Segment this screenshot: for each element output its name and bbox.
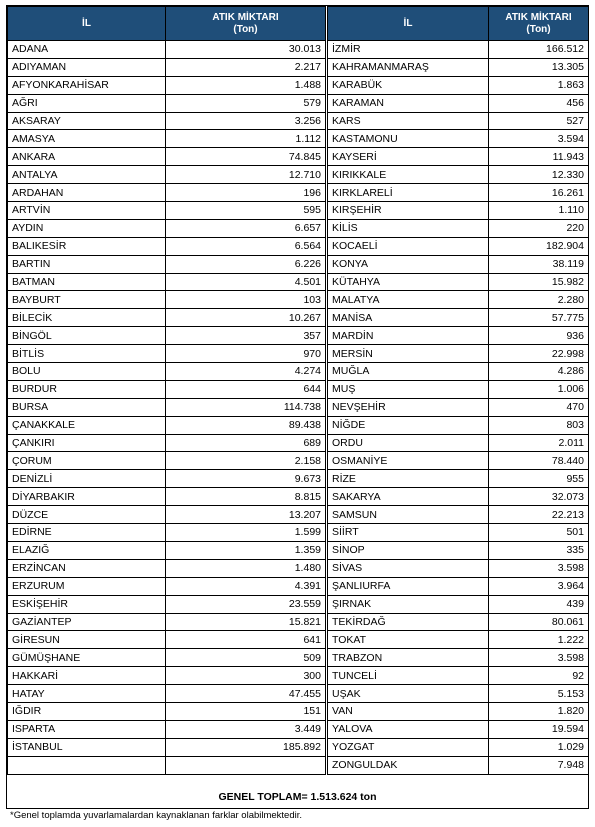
table-row bbox=[8, 309, 326, 327]
waste-amount: 10.267 bbox=[166, 309, 326, 327]
table-row bbox=[8, 649, 326, 667]
table-row bbox=[8, 41, 326, 59]
province-name: KONYA bbox=[328, 255, 489, 273]
waste-amount: 15.821 bbox=[166, 613, 326, 631]
table-row bbox=[328, 488, 589, 506]
table-row bbox=[8, 524, 326, 542]
table-row bbox=[328, 631, 589, 649]
table-row bbox=[328, 58, 589, 76]
table-row bbox=[8, 738, 326, 756]
province-name: ÇORUM bbox=[8, 452, 166, 470]
table-row bbox=[8, 595, 326, 613]
province-name: KAYSERİ bbox=[328, 148, 489, 166]
province-name: ESKİŞEHİR bbox=[8, 595, 166, 613]
province-name: KARABÜK bbox=[328, 76, 489, 94]
table-row bbox=[8, 363, 326, 381]
table-row bbox=[8, 434, 326, 452]
province-name: SİNOP bbox=[328, 541, 489, 559]
province-name: ERZURUM bbox=[8, 577, 166, 595]
table-row bbox=[8, 202, 326, 220]
province-name: ANTALYA bbox=[8, 166, 166, 184]
waste-amount: 103 bbox=[166, 291, 326, 309]
province-name: NİĞDE bbox=[328, 416, 489, 434]
table-row bbox=[328, 595, 589, 613]
waste-amount: 220 bbox=[489, 219, 589, 237]
waste-amount: 114.738 bbox=[166, 398, 326, 416]
province-name: GAZİANTEP bbox=[8, 613, 166, 631]
waste-amount: 23.559 bbox=[166, 595, 326, 613]
table-row bbox=[328, 309, 589, 327]
header-line-2: (Ton) bbox=[233, 23, 258, 35]
header-line-1: ATIK MİKTARI bbox=[212, 12, 279, 23]
table-row bbox=[328, 166, 589, 184]
table-row bbox=[328, 649, 589, 667]
waste-amount: 74.845 bbox=[166, 148, 326, 166]
table-row bbox=[8, 94, 326, 112]
province-name: EDİRNE bbox=[8, 524, 166, 542]
province-name: BARTIN bbox=[8, 255, 166, 273]
province-name: KARS bbox=[328, 112, 489, 130]
waste-amount: 4.286 bbox=[489, 363, 589, 381]
table-row bbox=[8, 58, 326, 76]
waste-amount: 32.073 bbox=[489, 488, 589, 506]
table-row bbox=[328, 237, 589, 255]
waste-amount: 6.564 bbox=[166, 237, 326, 255]
waste-amount: 2.158 bbox=[166, 452, 326, 470]
province-name: KÜTAHYA bbox=[328, 273, 489, 291]
table-row bbox=[8, 76, 326, 94]
province-name: BOLU bbox=[8, 363, 166, 381]
province-name: GÜMÜŞHANE bbox=[8, 649, 166, 667]
waste-amount: 11.943 bbox=[489, 148, 589, 166]
table-row bbox=[328, 202, 589, 220]
table-row bbox=[8, 470, 326, 488]
table-row bbox=[328, 345, 589, 363]
province-name: İZMİR bbox=[328, 41, 489, 59]
waste-amount: 1.359 bbox=[166, 541, 326, 559]
waste-amount: 2.011 bbox=[489, 434, 589, 452]
waste-amount: 15.982 bbox=[489, 273, 589, 291]
column-header-waste-amount bbox=[489, 7, 589, 41]
table-row bbox=[328, 524, 589, 542]
province-name: MARDİN bbox=[328, 327, 489, 345]
waste-amount: 13.305 bbox=[489, 58, 589, 76]
province-name: ÇANAKKALE bbox=[8, 416, 166, 434]
table-row bbox=[328, 720, 589, 738]
table-row bbox=[328, 613, 589, 631]
province-name: YOZGAT bbox=[328, 738, 489, 756]
header-line-2: (Ton) bbox=[526, 23, 551, 35]
province-name: BİLECİK bbox=[8, 309, 166, 327]
province-name: HATAY bbox=[8, 685, 166, 703]
column-header-waste-amount bbox=[166, 7, 326, 41]
province-name: RİZE bbox=[328, 470, 489, 488]
waste-amount: 439 bbox=[489, 595, 589, 613]
waste-amount: 1.599 bbox=[166, 524, 326, 542]
province-name: KIRIKKALE bbox=[328, 166, 489, 184]
province-name: SİİRT bbox=[328, 524, 489, 542]
province-name: BALIKESİR bbox=[8, 237, 166, 255]
province-name: KIRKLARELİ bbox=[328, 184, 489, 202]
waste-amount: 182.904 bbox=[489, 237, 589, 255]
province-name: ELAZIĞ bbox=[8, 541, 166, 559]
province-name: ŞIRNAK bbox=[328, 595, 489, 613]
table-row bbox=[8, 219, 326, 237]
waste-amount: 4.391 bbox=[166, 577, 326, 595]
province-name: HAKKARİ bbox=[8, 667, 166, 685]
table-row bbox=[8, 112, 326, 130]
province-name: BURDUR bbox=[8, 380, 166, 398]
waste-amount: 19.594 bbox=[489, 720, 589, 738]
waste-amount: 13.207 bbox=[166, 506, 326, 524]
table-row bbox=[8, 380, 326, 398]
province-name: KIRŞEHİR bbox=[328, 202, 489, 220]
waste-amount: 7.948 bbox=[489, 756, 589, 774]
waste-amount: 300 bbox=[166, 667, 326, 685]
table-row bbox=[8, 667, 326, 685]
province-name: SAMSUN bbox=[328, 506, 489, 524]
table-row bbox=[8, 631, 326, 649]
table-row bbox=[8, 273, 326, 291]
table-row bbox=[328, 255, 589, 273]
waste-amount: 456 bbox=[489, 94, 589, 112]
waste-amount: 644 bbox=[166, 380, 326, 398]
table-row bbox=[8, 327, 326, 345]
waste-amount: 527 bbox=[489, 112, 589, 130]
waste-amount: 3.594 bbox=[489, 130, 589, 148]
province-name: KAHRAMANMARAŞ bbox=[328, 58, 489, 76]
waste-amount: 151 bbox=[166, 702, 326, 720]
province-name: SAKARYA bbox=[328, 488, 489, 506]
grand-total: GENEL TOPLAM= 1.513.624 ton bbox=[218, 791, 377, 803]
table-row bbox=[328, 291, 589, 309]
province-name: KOCAELİ bbox=[328, 237, 489, 255]
waste-amount: 955 bbox=[489, 470, 589, 488]
province-name: MERSİN bbox=[328, 345, 489, 363]
table-header-row bbox=[328, 7, 589, 41]
table-row bbox=[8, 416, 326, 434]
table-row bbox=[8, 702, 326, 720]
table-row bbox=[8, 291, 326, 309]
waste-amount: 3.598 bbox=[489, 559, 589, 577]
table-row bbox=[328, 148, 589, 166]
waste-amount: 1.863 bbox=[489, 76, 589, 94]
province-name: BATMAN bbox=[8, 273, 166, 291]
province-name: ARTVİN bbox=[8, 202, 166, 220]
table-row bbox=[8, 130, 326, 148]
province-name: ZONGULDAK bbox=[328, 756, 489, 774]
table-row bbox=[328, 219, 589, 237]
waste-amount: 1.110 bbox=[489, 202, 589, 220]
table-row bbox=[328, 327, 589, 345]
table-body-left bbox=[8, 41, 326, 775]
waste-amount: 1.480 bbox=[166, 559, 326, 577]
header-line-1: ATIK MİKTARI bbox=[505, 12, 572, 23]
waste-amount: 970 bbox=[166, 345, 326, 363]
waste-amount: 1.006 bbox=[489, 380, 589, 398]
waste-amount: 78.440 bbox=[489, 452, 589, 470]
province-name: TOKAT bbox=[328, 631, 489, 649]
waste-amount: 4.274 bbox=[166, 363, 326, 381]
waste-amount: 2.280 bbox=[489, 291, 589, 309]
waste-amount: 6.657 bbox=[166, 219, 326, 237]
table-row bbox=[328, 41, 589, 59]
column-header-province: İL bbox=[8, 7, 166, 41]
waste-amount: 689 bbox=[166, 434, 326, 452]
waste-amount: 38.119 bbox=[489, 255, 589, 273]
table-row bbox=[8, 613, 326, 631]
waste-amount: 92 bbox=[489, 667, 589, 685]
province-name: İSTANBUL bbox=[8, 738, 166, 756]
waste-amount: 3.449 bbox=[166, 720, 326, 738]
footnote: *Genel toplamda yuvarlamalardan kaynaklanan farklar olabilmektedir. bbox=[10, 810, 303, 821]
province-name: AKSARAY bbox=[8, 112, 166, 130]
table-row bbox=[328, 112, 589, 130]
table-row bbox=[328, 434, 589, 452]
waste-amount: 9.673 bbox=[166, 470, 326, 488]
waste-amount: 16.261 bbox=[489, 184, 589, 202]
table-row bbox=[8, 488, 326, 506]
waste-amount: 595 bbox=[166, 202, 326, 220]
table-row bbox=[328, 273, 589, 291]
province-name: ORDU bbox=[328, 434, 489, 452]
province-name: MALATYA bbox=[328, 291, 489, 309]
waste-amount: 4.501 bbox=[166, 273, 326, 291]
waste-amount: 803 bbox=[489, 416, 589, 434]
waste-amount: 30.013 bbox=[166, 41, 326, 59]
table-row bbox=[328, 702, 589, 720]
waste-amount: 509 bbox=[166, 649, 326, 667]
province-name: MUŞ bbox=[328, 380, 489, 398]
province-name: ISPARTA bbox=[8, 720, 166, 738]
waste-amount: 3.598 bbox=[489, 649, 589, 667]
province-name: BİTLİS bbox=[8, 345, 166, 363]
province-name: IĞDIR bbox=[8, 702, 166, 720]
table-row bbox=[8, 184, 326, 202]
table-row bbox=[328, 130, 589, 148]
province-name: ADANA bbox=[8, 41, 166, 59]
table-row bbox=[8, 559, 326, 577]
province-name: ERZİNCAN bbox=[8, 559, 166, 577]
waste-amount: 936 bbox=[489, 327, 589, 345]
table-row bbox=[328, 94, 589, 112]
province-name: MUĞLA bbox=[328, 363, 489, 381]
waste-amount: 80.061 bbox=[489, 613, 589, 631]
waste-amount: 470 bbox=[489, 398, 589, 416]
waste-amount: 89.438 bbox=[166, 416, 326, 434]
province-name: ŞANLIURFA bbox=[328, 577, 489, 595]
waste-amount: 185.892 bbox=[166, 738, 326, 756]
province-name: DENİZLİ bbox=[8, 470, 166, 488]
table-row bbox=[328, 184, 589, 202]
province-name: MANİSA bbox=[328, 309, 489, 327]
waste-amount: 196 bbox=[166, 184, 326, 202]
waste-amount: 12.330 bbox=[489, 166, 589, 184]
table-row bbox=[8, 345, 326, 363]
table-row bbox=[8, 398, 326, 416]
waste-amount: 335 bbox=[489, 541, 589, 559]
province-name: BURSA bbox=[8, 398, 166, 416]
table-row bbox=[328, 398, 589, 416]
table-row bbox=[328, 756, 589, 774]
table-header-row bbox=[8, 7, 326, 41]
waste-amount: 166.512 bbox=[489, 41, 589, 59]
waste-amount: 1.222 bbox=[489, 631, 589, 649]
province-name: AYDIN bbox=[8, 219, 166, 237]
province-name: TRABZON bbox=[328, 649, 489, 667]
table-row bbox=[328, 577, 589, 595]
province-name: KİLİS bbox=[328, 219, 489, 237]
waste-amount: 501 bbox=[489, 524, 589, 542]
waste-amount: 47.455 bbox=[166, 685, 326, 703]
table-row bbox=[328, 363, 589, 381]
waste-amount: 1.488 bbox=[166, 76, 326, 94]
province-name: TEKİRDAĞ bbox=[328, 613, 489, 631]
table-row bbox=[8, 148, 326, 166]
waste-amount: 6.226 bbox=[166, 255, 326, 273]
province-name: OSMANİYE bbox=[328, 452, 489, 470]
table-row bbox=[8, 756, 326, 774]
table-body-right bbox=[328, 41, 589, 775]
waste-amount: 1.820 bbox=[489, 702, 589, 720]
province-name: TUNCELİ bbox=[328, 667, 489, 685]
table-row bbox=[328, 738, 589, 756]
waste-amount: 1.112 bbox=[166, 130, 326, 148]
table-row bbox=[328, 506, 589, 524]
province-name: ADIYAMAN bbox=[8, 58, 166, 76]
table-row bbox=[8, 166, 326, 184]
province-name: AFYONKARAHİSAR bbox=[8, 76, 166, 94]
table-row bbox=[8, 685, 326, 703]
province-name: AMASYA bbox=[8, 130, 166, 148]
table-row bbox=[328, 685, 589, 703]
waste-amount: 22.213 bbox=[489, 506, 589, 524]
waste-amount: 357 bbox=[166, 327, 326, 345]
province-name: BAYBURT bbox=[8, 291, 166, 309]
waste-table-right bbox=[327, 6, 589, 775]
province-name: AĞRI bbox=[8, 94, 166, 112]
province-name: ÇANKIRI bbox=[8, 434, 166, 452]
waste-amount: 1.029 bbox=[489, 738, 589, 756]
table-row bbox=[328, 559, 589, 577]
waste-amount: 5.153 bbox=[489, 685, 589, 703]
table-row bbox=[328, 452, 589, 470]
table-row bbox=[8, 452, 326, 470]
province-name: NEVŞEHİR bbox=[328, 398, 489, 416]
province-name: YALOVA bbox=[328, 720, 489, 738]
table-row bbox=[328, 470, 589, 488]
province-name: SİVAS bbox=[328, 559, 489, 577]
table-row bbox=[8, 577, 326, 595]
table-row bbox=[8, 720, 326, 738]
table-row bbox=[328, 416, 589, 434]
waste-table-left bbox=[7, 6, 326, 775]
province-name: VAN bbox=[328, 702, 489, 720]
waste-amount: 579 bbox=[166, 94, 326, 112]
province-name bbox=[8, 756, 166, 774]
province-name: ARDAHAN bbox=[8, 184, 166, 202]
province-name: ANKARA bbox=[8, 148, 166, 166]
table-row bbox=[328, 380, 589, 398]
waste-amount: 22.998 bbox=[489, 345, 589, 363]
waste-amount: 12.710 bbox=[166, 166, 326, 184]
table-row bbox=[8, 237, 326, 255]
table-row bbox=[8, 506, 326, 524]
waste-amount: 8.815 bbox=[166, 488, 326, 506]
table-row bbox=[8, 541, 326, 559]
waste-amount bbox=[166, 756, 326, 774]
province-name: DİYARBAKIR bbox=[8, 488, 166, 506]
province-name: KASTAMONU bbox=[328, 130, 489, 148]
waste-amount: 641 bbox=[166, 631, 326, 649]
province-name: GİRESUN bbox=[8, 631, 166, 649]
table-row bbox=[328, 541, 589, 559]
table-row bbox=[8, 255, 326, 273]
province-name: DÜZCE bbox=[8, 506, 166, 524]
waste-amount: 2.217 bbox=[166, 58, 326, 76]
table-row bbox=[328, 76, 589, 94]
province-name: KARAMAN bbox=[328, 94, 489, 112]
table-row bbox=[328, 667, 589, 685]
province-name: BİNGÖL bbox=[8, 327, 166, 345]
waste-amount: 57.775 bbox=[489, 309, 589, 327]
column-header-province: İL bbox=[328, 7, 489, 41]
province-name: UŞAK bbox=[328, 685, 489, 703]
waste-amount: 3.256 bbox=[166, 112, 326, 130]
waste-amount: 3.964 bbox=[489, 577, 589, 595]
